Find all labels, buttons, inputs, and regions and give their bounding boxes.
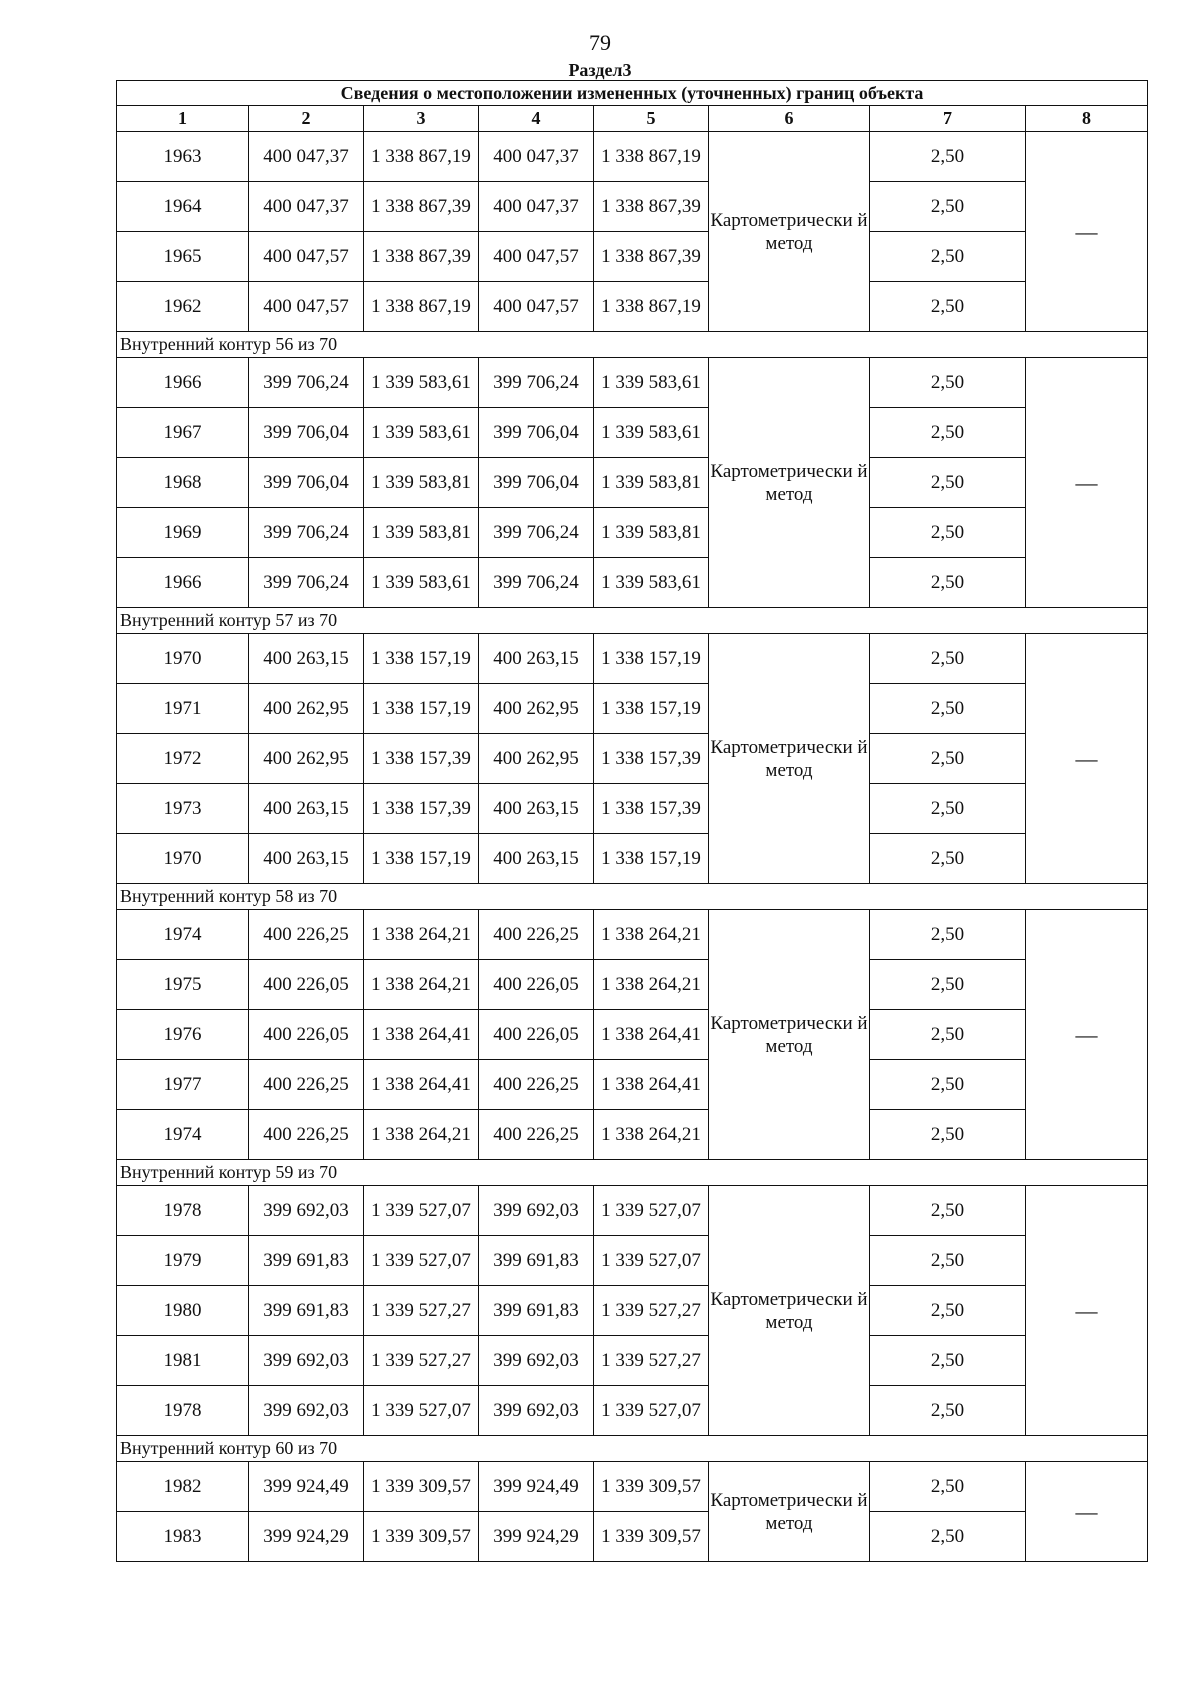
point-number-cell: 1966	[117, 358, 249, 408]
x-coordinate-cell: 399 691,83	[479, 1236, 594, 1286]
accuracy-cell: 2,50	[870, 358, 1026, 408]
contour-label: Внутренний контур 59 из 70	[117, 1160, 1148, 1186]
y-coordinate-cell: 1 339 309,57	[594, 1512, 709, 1562]
column-header: 1	[117, 106, 249, 132]
x-coordinate-cell: 400 263,15	[479, 784, 594, 834]
point-number-cell: 1982	[117, 1462, 249, 1512]
y-coordinate-cell: 1 339 583,81	[364, 458, 479, 508]
x-coordinate-cell: 399 924,29	[479, 1512, 594, 1562]
y-coordinate-cell: 1 338 264,21	[364, 960, 479, 1010]
y-coordinate-cell: 1 338 867,39	[594, 232, 709, 282]
y-coordinate-cell: 1 338 264,41	[364, 1060, 479, 1110]
y-coordinate-cell: 1 339 527,07	[594, 1236, 709, 1286]
y-coordinate-cell: 1 338 157,39	[364, 734, 479, 784]
table-row	[117, 734, 1148, 784]
accuracy-cell: 2,50	[870, 834, 1026, 884]
point-number-cell: 1979	[117, 1236, 249, 1286]
table-row	[117, 458, 1148, 508]
x-coordinate-cell: 400 263,15	[479, 834, 594, 884]
table-row	[117, 182, 1148, 232]
point-number-cell: 1974	[117, 910, 249, 960]
y-coordinate-cell: 1 338 264,41	[594, 1060, 709, 1110]
point-number-cell: 1971	[117, 684, 249, 734]
y-coordinate-cell: 1 338 867,19	[364, 282, 479, 332]
column-header: 7	[870, 106, 1026, 132]
point-number-cell: 1970	[117, 834, 249, 884]
accuracy-cell: 2,50	[870, 684, 1026, 734]
y-coordinate-cell: 1 338 264,21	[364, 910, 479, 960]
note-cell: —	[1026, 358, 1148, 608]
contour-label: Внутренний контур 57 из 70	[117, 608, 1148, 634]
y-coordinate-cell: 1 338 867,19	[364, 132, 479, 182]
y-coordinate-cell: 1 339 583,61	[364, 558, 479, 608]
table-row	[117, 784, 1148, 834]
point-number-cell: 1972	[117, 734, 249, 784]
contour-header-row	[117, 1436, 1148, 1462]
table-row	[117, 508, 1148, 558]
accuracy-cell: 2,50	[870, 1060, 1026, 1110]
point-number-cell: 1980	[117, 1286, 249, 1336]
contour-label: Внутренний контур 56 из 70	[117, 332, 1148, 358]
point-number-cell: 1976	[117, 1010, 249, 1060]
point-number-cell: 1978	[117, 1186, 249, 1236]
accuracy-cell: 2,50	[870, 1336, 1026, 1386]
point-number-cell: 1963	[117, 132, 249, 182]
point-number-cell: 1970	[117, 634, 249, 684]
x-coordinate-cell: 400 047,57	[479, 282, 594, 332]
x-coordinate-cell: 400 226,25	[479, 910, 594, 960]
y-coordinate-cell: 1 339 583,61	[594, 358, 709, 408]
y-coordinate-cell: 1 338 157,19	[594, 834, 709, 884]
method-cell: Картометрически й метод	[709, 132, 870, 332]
x-coordinate-cell: 399 706,04	[479, 458, 594, 508]
y-coordinate-cell: 1 339 527,27	[594, 1286, 709, 1336]
table-row	[117, 910, 1148, 960]
y-coordinate-cell: 1 338 157,39	[364, 784, 479, 834]
x-coordinate-cell: 400 263,15	[249, 834, 364, 884]
x-coordinate-cell: 399 924,49	[479, 1462, 594, 1512]
x-coordinate-cell: 399 706,24	[479, 358, 594, 408]
y-coordinate-cell: 1 339 583,61	[594, 558, 709, 608]
x-coordinate-cell: 399 706,24	[479, 508, 594, 558]
column-header: 3	[364, 106, 479, 132]
point-number-cell: 1981	[117, 1336, 249, 1386]
accuracy-cell: 2,50	[870, 408, 1026, 458]
table-row	[117, 1236, 1148, 1286]
x-coordinate-cell: 400 262,95	[249, 734, 364, 784]
x-coordinate-cell: 400 226,25	[249, 1110, 364, 1160]
y-coordinate-cell: 1 338 157,19	[364, 634, 479, 684]
point-number-cell: 1977	[117, 1060, 249, 1110]
x-coordinate-cell: 400 047,37	[249, 182, 364, 232]
x-coordinate-cell: 399 692,03	[249, 1336, 364, 1386]
point-number-cell: 1962	[117, 282, 249, 332]
section-label: Раздел3	[568, 60, 632, 80]
table-row	[117, 834, 1148, 884]
y-coordinate-cell: 1 338 867,19	[594, 282, 709, 332]
y-coordinate-cell: 1 338 157,39	[594, 734, 709, 784]
table-row	[117, 1386, 1148, 1436]
y-coordinate-cell: 1 339 583,81	[594, 508, 709, 558]
x-coordinate-cell: 399 706,04	[249, 408, 364, 458]
method-cell: Картометрически й метод	[709, 634, 870, 884]
accuracy-cell: 2,50	[870, 282, 1026, 332]
x-coordinate-cell: 400 047,57	[249, 232, 364, 282]
x-coordinate-cell: 399 706,24	[479, 558, 594, 608]
table-row	[117, 1512, 1148, 1562]
x-coordinate-cell: 399 691,83	[479, 1286, 594, 1336]
x-coordinate-cell: 400 263,15	[249, 634, 364, 684]
table-row	[117, 1110, 1148, 1160]
accuracy-cell: 2,50	[870, 1236, 1026, 1286]
x-coordinate-cell: 399 692,03	[249, 1386, 364, 1436]
accuracy-cell: 2,50	[870, 1512, 1026, 1562]
x-coordinate-cell: 400 047,37	[479, 132, 594, 182]
x-coordinate-cell: 400 262,95	[479, 734, 594, 784]
method-cell: Картометрически й метод	[709, 1462, 870, 1562]
y-coordinate-cell: 1 339 527,07	[594, 1186, 709, 1236]
y-coordinate-cell: 1 338 264,21	[594, 910, 709, 960]
table-row	[117, 282, 1148, 332]
x-coordinate-cell: 400 262,95	[249, 684, 364, 734]
y-coordinate-cell: 1 339 527,27	[364, 1336, 479, 1386]
accuracy-cell: 2,50	[870, 910, 1026, 960]
x-coordinate-cell: 400 262,95	[479, 684, 594, 734]
y-coordinate-cell: 1 339 527,27	[594, 1336, 709, 1386]
y-coordinate-cell: 1 338 867,39	[594, 182, 709, 232]
y-coordinate-cell: 1 338 157,39	[594, 784, 709, 834]
note-cell: —	[1026, 1462, 1148, 1562]
note-cell: —	[1026, 132, 1148, 332]
point-number-cell: 1966	[117, 558, 249, 608]
accuracy-cell: 2,50	[870, 1110, 1026, 1160]
accuracy-cell: 2,50	[870, 232, 1026, 282]
table-row	[117, 1462, 1148, 1512]
column-header: 4	[479, 106, 594, 132]
boundary-table	[116, 80, 1148, 1562]
y-coordinate-cell: 1 338 157,19	[364, 684, 479, 734]
point-number-cell: 1974	[117, 1110, 249, 1160]
y-coordinate-cell: 1 339 527,07	[364, 1236, 479, 1286]
y-coordinate-cell: 1 338 867,19	[594, 132, 709, 182]
method-cell: Картометрически й метод	[709, 910, 870, 1160]
x-coordinate-cell: 400 047,37	[479, 182, 594, 232]
point-number-cell: 1978	[117, 1386, 249, 1436]
accuracy-cell: 2,50	[870, 458, 1026, 508]
point-number-cell: 1965	[117, 232, 249, 282]
x-coordinate-cell: 399 924,29	[249, 1512, 364, 1562]
contour-header-row	[117, 608, 1148, 634]
table-title: Сведения о местоположении измененных (уточненных) границ объекта	[117, 81, 1148, 106]
contour-header-row	[117, 1160, 1148, 1186]
note-cell: —	[1026, 1186, 1148, 1436]
accuracy-cell: 2,50	[870, 1186, 1026, 1236]
point-number-cell: 1969	[117, 508, 249, 558]
table-row	[117, 634, 1148, 684]
x-coordinate-cell: 400 226,05	[479, 1010, 594, 1060]
x-coordinate-cell: 400 226,25	[249, 910, 364, 960]
x-coordinate-cell: 399 706,24	[249, 558, 364, 608]
accuracy-cell: 2,50	[870, 132, 1026, 182]
y-coordinate-cell: 1 339 527,07	[364, 1386, 479, 1436]
x-coordinate-cell: 400 226,25	[479, 1110, 594, 1160]
x-coordinate-cell: 399 692,03	[479, 1336, 594, 1386]
table-row	[117, 1060, 1148, 1110]
x-coordinate-cell: 400 047,57	[479, 232, 594, 282]
column-header-row	[117, 106, 1148, 132]
contour-header-row	[117, 884, 1148, 910]
table-row	[117, 232, 1148, 282]
y-coordinate-cell: 1 339 309,57	[594, 1462, 709, 1512]
y-coordinate-cell: 1 339 309,57	[364, 1512, 479, 1562]
x-coordinate-cell: 400 263,15	[479, 634, 594, 684]
x-coordinate-cell: 399 692,03	[479, 1386, 594, 1436]
y-coordinate-cell: 1 338 264,21	[364, 1110, 479, 1160]
y-coordinate-cell: 1 339 583,81	[364, 508, 479, 558]
x-coordinate-cell: 399 706,24	[249, 358, 364, 408]
y-coordinate-cell: 1 338 867,39	[364, 232, 479, 282]
x-coordinate-cell: 400 226,05	[249, 960, 364, 1010]
point-number-cell: 1968	[117, 458, 249, 508]
table-row	[117, 408, 1148, 458]
y-coordinate-cell: 1 339 583,81	[594, 458, 709, 508]
accuracy-cell: 2,50	[870, 1010, 1026, 1060]
accuracy-cell: 2,50	[870, 558, 1026, 608]
accuracy-cell: 2,50	[870, 734, 1026, 784]
note-cell: —	[1026, 634, 1148, 884]
contour-label: Внутренний контур 60 из 70	[117, 1436, 1148, 1462]
y-coordinate-cell: 1 338 264,21	[594, 960, 709, 1010]
column-header: 6	[709, 106, 870, 132]
accuracy-cell: 2,50	[870, 508, 1026, 558]
x-coordinate-cell: 399 924,49	[249, 1462, 364, 1512]
table-row	[117, 132, 1148, 182]
document-body	[116, 80, 1147, 1562]
x-coordinate-cell: 399 706,04	[479, 408, 594, 458]
x-coordinate-cell: 399 706,04	[249, 458, 364, 508]
accuracy-cell: 2,50	[870, 634, 1026, 684]
accuracy-cell: 2,50	[870, 784, 1026, 834]
table-row	[117, 960, 1148, 1010]
table-row	[117, 1186, 1148, 1236]
x-coordinate-cell: 400 226,25	[249, 1060, 364, 1110]
accuracy-cell: 2,50	[870, 182, 1026, 232]
method-cell: Картометрически й метод	[709, 1186, 870, 1436]
accuracy-cell: 2,50	[870, 1462, 1026, 1512]
table-row	[117, 358, 1148, 408]
accuracy-cell: 2,50	[870, 960, 1026, 1010]
x-coordinate-cell: 399 692,03	[249, 1186, 364, 1236]
table-row	[117, 1286, 1148, 1336]
y-coordinate-cell: 1 338 157,19	[594, 634, 709, 684]
y-coordinate-cell: 1 338 264,41	[364, 1010, 479, 1060]
y-coordinate-cell: 1 339 527,07	[594, 1386, 709, 1436]
y-coordinate-cell: 1 339 583,61	[364, 408, 479, 458]
column-header: 8	[1026, 106, 1148, 132]
accuracy-cell: 2,50	[870, 1286, 1026, 1336]
point-number-cell: 1983	[117, 1512, 249, 1562]
point-number-cell: 1967	[117, 408, 249, 458]
method-cell: Картометрически й метод	[709, 358, 870, 608]
point-number-cell: 1975	[117, 960, 249, 1010]
y-coordinate-cell: 1 339 583,61	[594, 408, 709, 458]
y-coordinate-cell: 1 339 309,57	[364, 1462, 479, 1512]
x-coordinate-cell: 400 047,37	[249, 132, 364, 182]
y-coordinate-cell: 1 339 527,27	[364, 1286, 479, 1336]
x-coordinate-cell: 399 692,03	[479, 1186, 594, 1236]
contour-header-row	[117, 332, 1148, 358]
x-coordinate-cell: 400 226,25	[479, 1060, 594, 1110]
y-coordinate-cell: 1 338 264,21	[594, 1110, 709, 1160]
y-coordinate-cell: 1 338 157,19	[364, 834, 479, 884]
x-coordinate-cell: 399 706,24	[249, 508, 364, 558]
table-row	[117, 558, 1148, 608]
x-coordinate-cell: 400 226,05	[479, 960, 594, 1010]
column-header: 2	[249, 106, 364, 132]
y-coordinate-cell: 1 338 157,19	[594, 684, 709, 734]
y-coordinate-cell: 1 339 527,07	[364, 1186, 479, 1236]
table-row	[117, 684, 1148, 734]
contour-label: Внутренний контур 58 из 70	[117, 884, 1148, 910]
table-row	[117, 1336, 1148, 1386]
accuracy-cell: 2,50	[870, 1386, 1026, 1436]
y-coordinate-cell: 1 339 583,61	[364, 358, 479, 408]
x-coordinate-cell: 400 226,05	[249, 1010, 364, 1060]
page-number: 79	[589, 30, 611, 55]
y-coordinate-cell: 1 338 264,41	[594, 1010, 709, 1060]
x-coordinate-cell: 400 263,15	[249, 784, 364, 834]
x-coordinate-cell: 399 691,83	[249, 1286, 364, 1336]
table-row	[117, 1010, 1148, 1060]
x-coordinate-cell: 399 691,83	[249, 1236, 364, 1286]
note-cell: —	[1026, 910, 1148, 1160]
point-number-cell: 1964	[117, 182, 249, 232]
column-header: 5	[594, 106, 709, 132]
y-coordinate-cell: 1 338 867,39	[364, 182, 479, 232]
point-number-cell: 1973	[117, 784, 249, 834]
x-coordinate-cell: 400 047,57	[249, 282, 364, 332]
